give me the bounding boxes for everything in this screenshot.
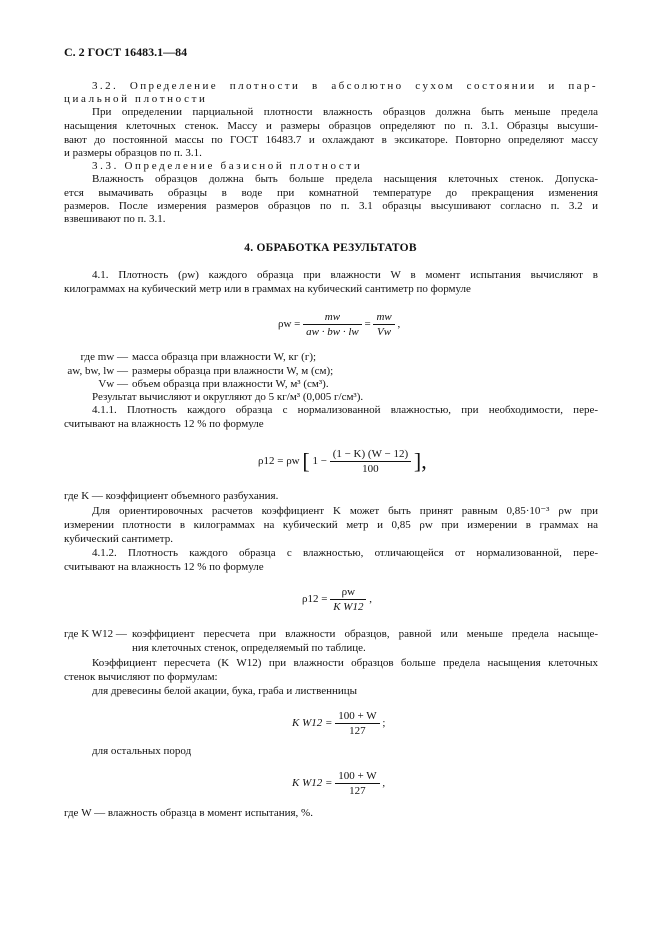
- formula-recalc: [302, 586, 372, 613]
- p41-line-1: 4.1. Плотность (ρw) каждого образца при влажности W в момент испытания вычисляют в: [92, 269, 598, 281]
- f2-num: (1 − K) (W − 12): [330, 448, 411, 462]
- where-val-vw: объем образца при влажности W, м³ (см³).: [132, 378, 329, 390]
- s32-line-2: насыщения клеточных стенок. Массу и размеры образцов определяют по п. 3.1. Образцы высуши-: [64, 120, 598, 132]
- kw-definition-line-2: ния клеточных стенок, определяемый по таблице.: [132, 642, 366, 654]
- s32-line-1: При определении парциальной плотности влажность образцов должна быть меньше предела: [92, 106, 598, 118]
- f2-left-bracket: [: [302, 448, 310, 474]
- f2-fraction: [330, 448, 411, 475]
- p412-line-2: считывают на влажность 12 % по формуле: [64, 561, 264, 573]
- f4-fraction: [335, 710, 379, 737]
- s33-line-4: взвешивают по п. 3.1.: [64, 213, 166, 225]
- formula-other: [292, 770, 385, 797]
- where-val-dims: размеры образца при влажности W, м (см);: [132, 365, 334, 377]
- p411-line-1: 4.1.1. Плотность каждого образца с нормализованной влажностью, при необходимости, пере-: [92, 404, 598, 416]
- section-3-2-heading: 3.2. Определение плотности в абсолютно сухом состоянии и пар-: [92, 80, 598, 92]
- orient-line-1: Для ориентировочных расчетов коэффициент K может быть принят равным 0,85·10⁻³ ρw при: [92, 505, 598, 517]
- f4-num: 100 + W: [335, 710, 379, 724]
- coef-line-2: стенок вычисляют по формулам:: [64, 671, 218, 683]
- f1-fraction-2: [373, 311, 394, 338]
- s33-line-2: ется вымачивать образцы в воде при комнатной температуре до прекращения изменения: [64, 187, 598, 199]
- f5-num: 100 + W: [335, 770, 379, 784]
- where-val-mw: масса образца при влажности W, кг (г);: [132, 351, 317, 363]
- f1-den-2: Vw: [377, 326, 392, 338]
- f1-num-1: mw: [303, 311, 362, 325]
- f1-fraction-1: [303, 311, 362, 338]
- f5-den: 127: [349, 785, 366, 797]
- p412-line-1: 4.1.2. Плотность каждого образца с влажностью, отличающейся от нормализованной, пере-: [92, 547, 598, 559]
- kw-definition-key: где K W12 —: [64, 628, 127, 640]
- rounding-note: Результат вычисляют и округляют до 5 кг/м³ (0,005 г/см³).: [92, 391, 364, 403]
- f1-end: ,: [397, 318, 401, 331]
- formula-density: [278, 311, 400, 338]
- f3-num: ρw: [330, 586, 366, 600]
- f3-lhs: ρ12 =: [302, 593, 328, 606]
- s33-line-3: размеров. После измерения размеров образцов по п. 3.1 образцы высушивают согласно п. 3.2 и: [64, 200, 598, 212]
- f1-eq: =: [364, 318, 371, 331]
- orient-line-3: кубический сантиметр.: [64, 533, 173, 545]
- p41-line-2: килограммах на кубический метр или в граммах на кубический сантиметр по формуле: [64, 283, 471, 295]
- f5-lhs: K W12 =: [292, 777, 333, 790]
- f5-end: ,: [382, 777, 386, 790]
- formula-hardwood: [292, 710, 385, 737]
- f1-lhs: ρw =: [278, 318, 301, 331]
- f2-lhs: ρ12 = ρw: [258, 455, 300, 468]
- f3-end: ,: [369, 593, 372, 606]
- coef-line-1: Коэффициент пересчета (K W12) при влажности образцов больше предела насыщения клеточных: [92, 657, 598, 669]
- f4-end: ;: [382, 717, 386, 730]
- where-key-mw: где mw —: [80, 351, 128, 363]
- formula-normalized: [258, 448, 427, 475]
- f1-num-2: mw: [373, 311, 394, 325]
- s33-line-1: Влажность образцов должна быть больше предела насыщения клеточных стенок. Допуска-: [92, 173, 598, 185]
- page-header: С. 2 ГОСТ 16483.1—84: [64, 45, 188, 59]
- other-species-label: для остальных пород: [92, 745, 192, 757]
- f4-lhs: K W12 =: [292, 717, 333, 730]
- f2-den: 100: [362, 463, 379, 475]
- where-key-dims: aw, bw, lw —: [67, 365, 128, 377]
- w-definition: где W — влажность образца в момент испытания, %.: [64, 807, 313, 819]
- f2-right-bracket: ],: [413, 448, 427, 474]
- k-definition: где K — коэффициент объемного разбухания.: [64, 490, 279, 502]
- orient-line-2: измерении плотности в килограммах на кубический метр и 0,85 ρw при измерении в граммах на: [64, 519, 598, 531]
- f4-den: 127: [349, 725, 366, 737]
- section-3-2-heading-cont: циальной плотности: [64, 93, 208, 105]
- f1-den-1: aw · bw · lw: [306, 326, 359, 338]
- kw-definition-line-1: коэффициент пересчета при влажности образцов, равной или меньше предела насыще-: [132, 628, 598, 640]
- s32-line-3: вают до постоянной массы по ГОСТ 16483.7 и охлаждают в эксикаторе. Повторно определяют массу: [64, 134, 598, 146]
- s32-line-4: и размеры образцов по п. 3.1.: [64, 147, 202, 159]
- where-key-vw: Vw —: [98, 378, 128, 390]
- section-4-title: 4. ОБРАБОТКА РЕЗУЛЬТАТОВ: [244, 242, 417, 254]
- p411-line-2: считывают на влажность 12 % по формуле: [64, 418, 264, 430]
- f5-fraction: [335, 770, 379, 797]
- f2-one: 1 −: [312, 455, 327, 468]
- section-3-3-heading: 3.3. Определение базисной плотности: [92, 160, 363, 172]
- hardwood-label: для древесины белой акации, бука, граба и лиственницы: [92, 685, 358, 697]
- f3-fraction: [330, 586, 366, 613]
- f3-den: K W12: [333, 601, 364, 613]
